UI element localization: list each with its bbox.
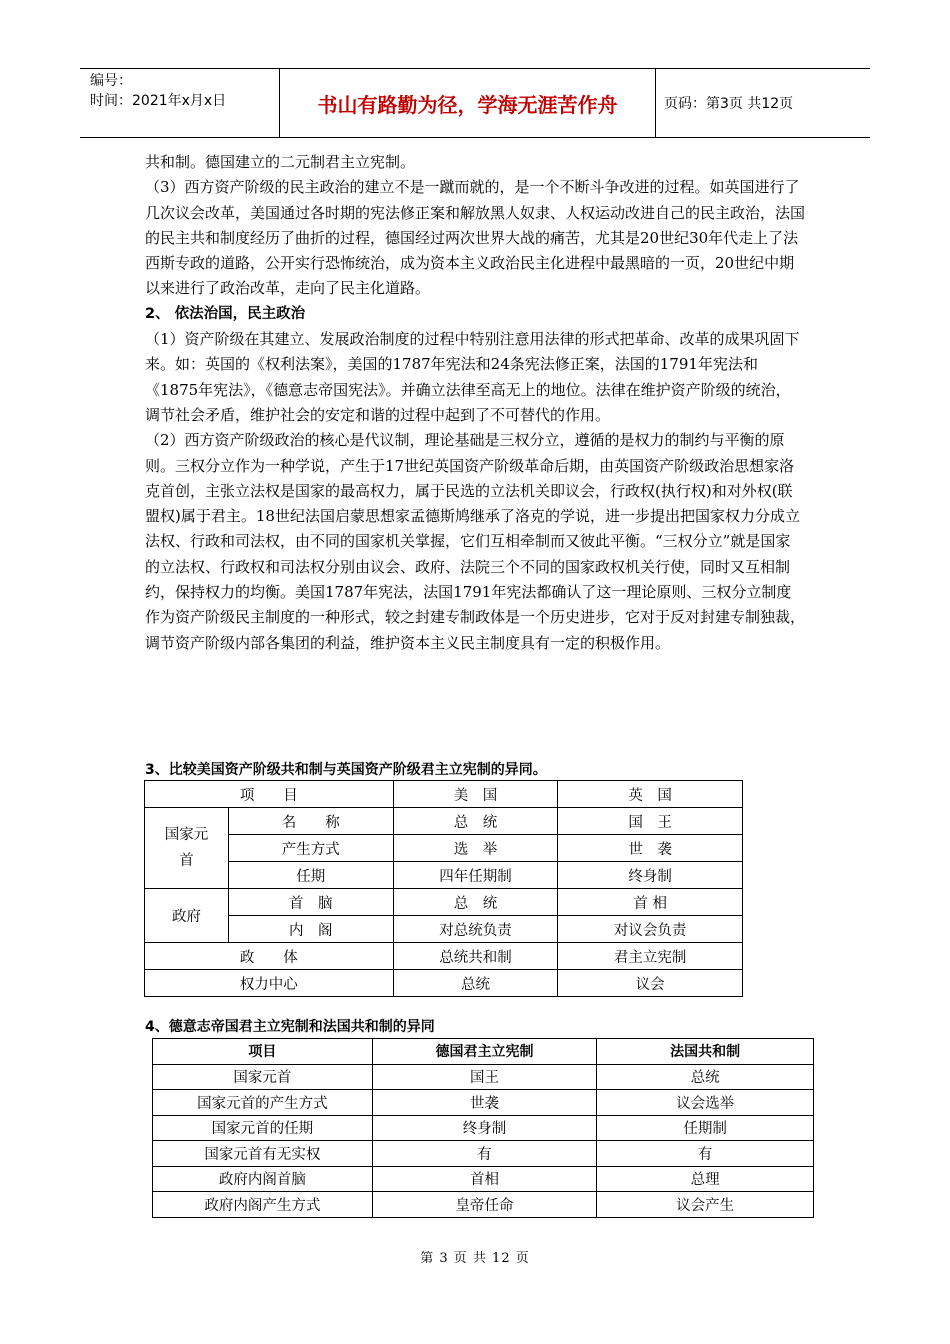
page-header [80, 68, 870, 138]
table-cell: 总 统 [393, 808, 558, 835]
table-cell: 总统共和制 [393, 943, 558, 970]
table-row [145, 889, 743, 916]
table-row [153, 1141, 814, 1167]
table-header-cell: 法国共和制 [597, 1039, 814, 1065]
table-header-cell: 英 国 [558, 781, 743, 808]
table-row [145, 781, 743, 808]
table-group-cell: 国家元首 [145, 808, 229, 889]
table-row [153, 1115, 814, 1141]
table-cell: 终身制 [558, 862, 743, 889]
table-cell: 世袭 [372, 1090, 597, 1116]
body-text [145, 150, 805, 656]
paragraph: （2）西方资产阶级政治的核心是代议制，理论基础是三权分立，遵循的是权力的制约与平衡的原则。三权分立作为一种学说，产生于17世纪英国资产阶级革命后期，由英国资产阶级政治思想家洛克首创，主张立法权是国家的最高权力，属于民选的立法机关即议会，行政权(执行权)和对外权(联盟权)属于君主。18世纪法国启蒙思想家孟德斯鸠继承了洛克的学说，进一步提出把国家权力分成立法权、行政和司法权，由不同的国家机关掌握，它们互相牵制而又彼此平衡。“三权分立”就是国家的立法权、行政权和司法权分别由议会、政府、法院三个不同的国家政权机关行使，同时又互相制约，保持权力的均衡。美国1787年宪法，法国1791年宪法都确认了这一理论原则、三权分立制度作为资产阶级民主制度的一种形式，较之封建专制政体是一个历史进步，它对于反对封建专制独裁，调节资产阶级内部各集团的利益，维护资本主义民主制度具有一定的积极作用。 [145, 431, 806, 652]
page-footer: 第 3 页 共 12 页 [420, 1251, 530, 1266]
table-cell: 政府内阁首脑 [153, 1166, 373, 1192]
table-cell: 总统 [597, 1064, 814, 1090]
table-cell: 总统 [393, 970, 558, 997]
table-row [145, 943, 743, 970]
comparison-table-de-fr [152, 1038, 814, 1218]
table-row [145, 970, 743, 997]
table-cell: 政府内阁产生方式 [153, 1192, 373, 1218]
table-row [145, 862, 743, 889]
table-group-cell: 政府 [145, 889, 229, 943]
table3-title: 3、比较美国资产阶级共和制与英国资产阶级君主立宪制的异同。 [145, 762, 547, 778]
table-cell: 议会产生 [597, 1192, 814, 1218]
table-cell: 政 体 [145, 943, 394, 970]
comparison-table-us-uk [144, 780, 743, 997]
table-cell: 议会选举 [597, 1090, 814, 1116]
table-cell: 四年任期制 [393, 862, 558, 889]
section-heading: 2、 依法治国，民主政治 [145, 305, 306, 322]
table-cell: 首 相 [558, 889, 743, 916]
table-cell: 选 举 [393, 835, 558, 862]
table-cell: 内 阁 [228, 916, 393, 943]
header-meta [80, 69, 280, 137]
table-cell: 首相 [372, 1166, 597, 1192]
table-header-cell: 项目 [153, 1039, 373, 1065]
table-row [145, 835, 743, 862]
header-page-number: 页码：第3页 共12页 [664, 96, 794, 112]
table-cell: 世 袭 [558, 835, 743, 862]
header-date: 时间：2021年x月x日 [90, 93, 227, 109]
table-cell: 任期 [228, 862, 393, 889]
paragraph: 共和制。德国建立的二元制君主立宪制。 [145, 153, 416, 171]
table-cell: 权力中心 [145, 970, 394, 997]
table-cell: 名 称 [228, 808, 393, 835]
table-cell: 首 脑 [228, 889, 393, 916]
table-row [153, 1192, 814, 1218]
table-row [153, 1166, 814, 1192]
table-row [145, 916, 743, 943]
table-cell: 有 [372, 1141, 597, 1167]
table-cell: 总 统 [393, 889, 558, 916]
table-cell: 对总统负责 [393, 916, 558, 943]
table-cell: 议会 [558, 970, 743, 997]
header-motto: 书山有路勤为径，学海无涯苦作舟 [280, 69, 656, 137]
table-header-cell: 项 目 [145, 781, 394, 808]
table-cell: 君主立宪制 [558, 943, 743, 970]
table-row [153, 1039, 814, 1065]
table-cell: 对议会负责 [558, 916, 743, 943]
table-cell: 国家元首的任期 [153, 1115, 373, 1141]
header-number: 编号： [90, 73, 132, 89]
table-row [145, 808, 743, 835]
table-cell: 总理 [597, 1166, 814, 1192]
table-cell: 终身制 [372, 1115, 597, 1141]
table-row [153, 1090, 814, 1116]
paragraph: （3）西方资产阶级的民主政治的建立不是一蹴而就的，是一个不断斗争改进的过程。如英国进行了几次议会改革，美国通过各时期的宪法修正案和解放黑人奴隶、人权运动改进自己的民主政治，法国的民主共和制度经历了曲折的过程，德国经过两次世界大战的痛苦，尤其是20世纪30年代走上了法西斯专政的道路，公开实行恐怖统治，成为资本主义政治民主化进程中最黑暗的一页，20世纪中期以来进行了政治改革，走向了民主化道路。 [145, 178, 806, 298]
table-cell: 国王 [372, 1064, 597, 1090]
table-cell: 有 [597, 1141, 814, 1167]
table-cell: 产生方式 [228, 835, 393, 862]
table-cell: 国家元首有无实权 [153, 1141, 373, 1167]
table-cell: 国家元首的产生方式 [153, 1090, 373, 1116]
paragraph: （1）资产阶级在其建立、发展政治制度的过程中特别注意用法律的形式把革命、改革的成果巩固下来。如：英国的《权利法案》，美国的1787年宪法和24条宪法修正案，法国的1791年宪法和《1875年宪法》，《德意志帝国宪法》。并确立法律至高无上的地位。法律在维护资产阶级的统治，调节社会矛盾，维护社会的安定和谐的过程中起到了不可替代的作用。 [145, 330, 800, 424]
table-row [153, 1064, 814, 1090]
table-header-cell: 德国君主立宪制 [372, 1039, 597, 1065]
table-cell: 任期制 [597, 1115, 814, 1141]
table-cell: 国 王 [558, 808, 743, 835]
table-cell: 国家元首 [153, 1064, 373, 1090]
table-header-cell: 美 国 [393, 781, 558, 808]
table-cell: 皇帝任命 [372, 1192, 597, 1218]
table4-title: 4、德意志帝国君主立宪制和法国共和制的异同 [145, 1019, 435, 1035]
